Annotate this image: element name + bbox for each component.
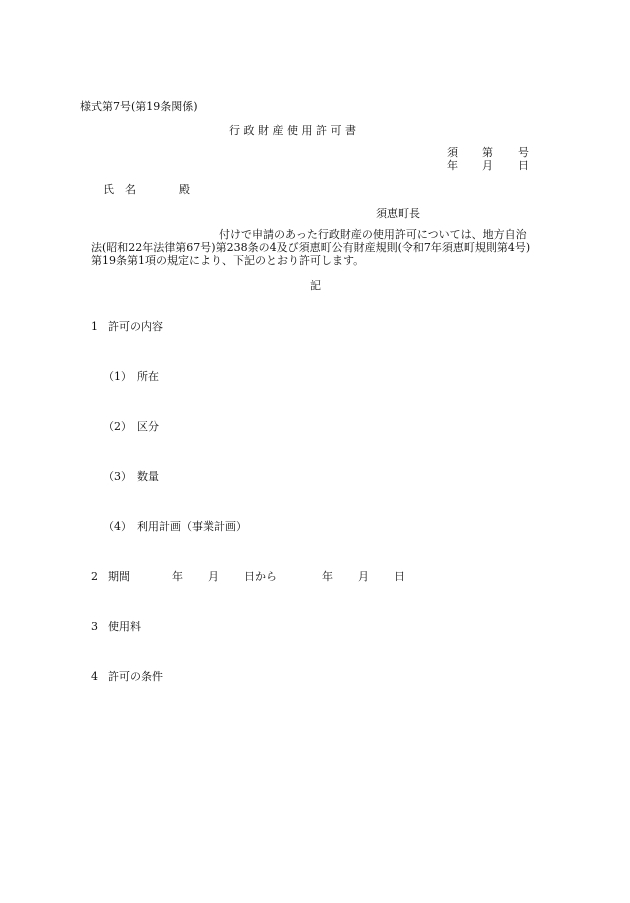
number-prefix: 須 <box>447 146 458 159</box>
section-2-label: 期間 <box>108 570 130 583</box>
body-line-3: 第19条第1項の規定により、下記のとおり許可します。 <box>91 254 365 267</box>
section-1-4 <box>103 520 247 533</box>
section-1-number: 1 <box>91 320 98 333</box>
section-1-3-label: 数量 <box>137 470 159 483</box>
section-3-number: 3 <box>91 620 98 633</box>
period-start-day: 日から <box>244 570 277 583</box>
period-start-year: 年 <box>172 570 183 583</box>
issuer-name: 須恵町長 <box>376 207 420 220</box>
period-end-year: 年 <box>322 570 333 583</box>
document-date <box>447 159 529 172</box>
date-year: 年 <box>447 159 458 172</box>
section-1-2-number: （2） <box>103 420 132 433</box>
section-1-2 <box>103 420 159 433</box>
recipient-line <box>103 183 190 196</box>
document-title: 行 政 財 産 使 用 許 可 書 <box>229 124 356 137</box>
section-2-number: 2 <box>91 570 98 583</box>
form-label: 様式第7号(第19条関係) <box>80 100 198 113</box>
number-go: 号 <box>518 146 529 159</box>
date-day: 日 <box>518 159 529 172</box>
period-end-day: 日 <box>394 570 405 583</box>
section-3 <box>91 620 141 633</box>
date-month: 月 <box>482 159 493 172</box>
section-1-4-number: （4） <box>103 520 132 533</box>
section-4 <box>91 670 163 683</box>
section-1-label: 許可の内容 <box>108 320 163 333</box>
section-1-1-label: 所在 <box>137 370 159 383</box>
period-end-month: 月 <box>358 570 369 583</box>
body-line-2: 法(昭和22年法律第67号)第238条の4及び須恵町公有財産規則(令和7年須恵町規則第4号) <box>91 241 531 254</box>
number-dai: 第 <box>482 146 493 159</box>
section-4-label: 許可の条件 <box>108 670 163 683</box>
section-1-4-label: 利用計画（事業計画） <box>137 520 247 533</box>
section-3-label: 使用料 <box>108 620 141 633</box>
section-1-1 <box>103 370 159 383</box>
document-number <box>447 146 529 159</box>
recipient-mei: 名 <box>125 183 136 196</box>
recipient-dono: 殿 <box>179 183 190 196</box>
section-1-1-number: （1） <box>103 370 132 383</box>
section-4-number: 4 <box>91 670 98 683</box>
recipient-shi: 氏 <box>103 183 114 196</box>
section-2 <box>91 570 405 583</box>
section-1-2-label: 区分 <box>137 420 159 433</box>
section-1-3 <box>103 470 159 483</box>
period-start-month: 月 <box>208 570 219 583</box>
body-line-1: 付けで申請のあった行政財産の使用許可については、地方自治 <box>219 228 527 241</box>
section-1 <box>91 320 163 333</box>
ki-heading: 記 <box>310 279 321 292</box>
section-1-3-number: （3） <box>103 470 132 483</box>
